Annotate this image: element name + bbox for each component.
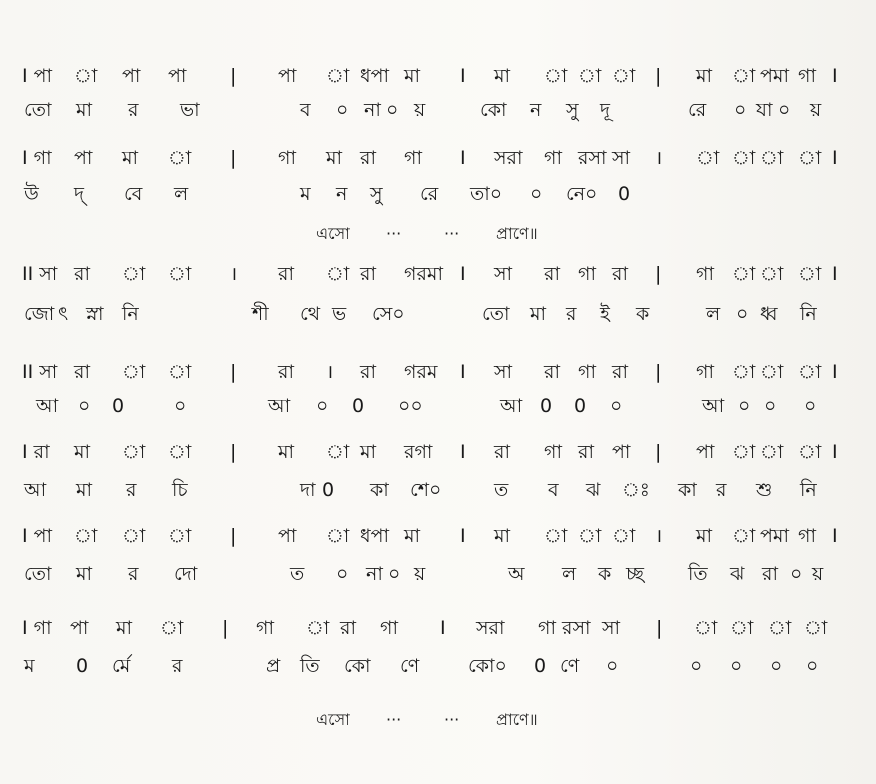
swara-note: া: [612, 525, 636, 547]
lyric-syllable: রা: [762, 563, 778, 585]
lyric-syllable: র্মে: [112, 655, 131, 677]
swara-note: া: [168, 147, 192, 169]
bar-line: |: [655, 361, 662, 383]
lyric-syllable: 0: [112, 395, 125, 417]
swara-note: I রা: [22, 441, 50, 463]
swara-note: া: [798, 361, 822, 383]
lyric-syllable: সু: [370, 183, 383, 205]
swara-note: গা: [696, 263, 714, 285]
lyric-syllable: মা: [530, 303, 547, 325]
swara-note: রা: [278, 361, 294, 383]
bar-line: I: [460, 147, 466, 169]
lyric-syllable: আ: [500, 395, 523, 417]
swara-note: পা: [168, 65, 187, 87]
lyric-syllable: ণে: [400, 655, 420, 677]
lyric-line: [0, 300, 876, 328]
lyric-syllable: ০: [734, 99, 747, 121]
lyric-syllable: ০: [736, 303, 749, 325]
swara-note: রা: [360, 361, 376, 383]
lyric-syllable: র: [128, 99, 139, 121]
lyric-syllable: তি: [688, 563, 708, 585]
lyric-syllable: কো০: [468, 655, 507, 677]
swara-note: মা: [696, 525, 713, 547]
swara-note: া: [696, 147, 720, 169]
swara-note: রা: [74, 263, 90, 285]
lyric-line: [0, 392, 876, 420]
refrain-start: এসো: [316, 224, 350, 243]
swara-note: মা: [116, 617, 133, 639]
lyric-syllable: ০: [730, 655, 743, 677]
bar-line: ।: [326, 361, 334, 383]
swara-note: া: [760, 361, 784, 383]
swara-note: রা: [494, 441, 510, 463]
bar-line: |: [655, 65, 662, 87]
swara-note: রা: [340, 617, 356, 639]
swara-note: রগা: [404, 441, 433, 463]
swara-note: া: [122, 525, 146, 547]
lyric-syllable: দূ: [600, 99, 610, 121]
swara-note: গা: [544, 147, 562, 169]
lyric-syllable: প্র: [266, 655, 281, 677]
swara-note: া: [122, 441, 146, 463]
lyric-syllable: আ: [24, 479, 47, 501]
refrain-dots2: ···: [444, 710, 460, 729]
lyric-line: [0, 560, 876, 588]
lyric-syllable: ক: [636, 303, 650, 325]
lyric-syllable: ম: [24, 655, 35, 677]
swara-note: মা: [404, 65, 421, 87]
swara-note: গা: [578, 361, 596, 383]
swara-note: I গা: [22, 147, 52, 169]
lyric-syllable: 0: [574, 395, 587, 417]
lyric-syllable: ন: [336, 183, 348, 205]
lyric-syllable: ০: [336, 99, 349, 121]
notation-line: [0, 260, 876, 288]
lyric-syllable: আ: [36, 395, 59, 417]
lyric-syllable: মা: [76, 99, 93, 121]
swara-note: গা: [278, 147, 296, 169]
swara-note: মা: [122, 147, 139, 169]
lyric-syllable: য়: [810, 99, 822, 121]
lyric-syllable: র: [126, 479, 137, 501]
bar-line: I: [460, 361, 466, 383]
lyric-syllable: ০: [738, 395, 751, 417]
swara-note: পা: [696, 441, 715, 463]
swara-note: মা: [360, 441, 377, 463]
bar-line: |: [222, 617, 229, 639]
lyric-syllable: তো: [482, 303, 510, 325]
bar-line: I: [832, 525, 838, 547]
lyric-syllable: ণে: [560, 655, 580, 677]
bar-line: ।: [655, 147, 663, 169]
swara-note: রা: [544, 263, 560, 285]
swara-note: া: [168, 525, 192, 547]
lyric-syllable: ঝ: [730, 563, 745, 585]
lyric-syllable: চ্ছ: [626, 563, 644, 585]
swara-note: পা: [70, 617, 89, 639]
lyric-syllable: ন: [530, 99, 542, 121]
lyric-syllable: ধ্ব: [760, 303, 778, 325]
swara-note: গা: [404, 147, 422, 169]
notation-line: [0, 438, 876, 466]
swara-note: মা: [326, 147, 343, 169]
lyric-syllable: ০: [764, 395, 777, 417]
lyric-syllable: নি: [122, 303, 139, 325]
lyric-syllable: ০: [530, 183, 543, 205]
swara-note: মা: [404, 525, 421, 547]
lyric-syllable: না: [366, 563, 383, 585]
swara-note: া: [168, 263, 192, 285]
bar-line: |: [655, 441, 662, 463]
lyric-syllable: স্না: [86, 303, 104, 325]
notation-line: [0, 144, 876, 172]
lyric-syllable: ০: [388, 563, 401, 585]
swara-note: পা: [278, 525, 297, 547]
lyric-syllable: ব: [300, 99, 311, 121]
lyric-syllable: ঃ: [622, 479, 650, 501]
swara-note: সা: [494, 263, 513, 285]
lyric-syllable: য়: [414, 563, 426, 585]
swara-note: সরা: [476, 617, 505, 639]
lyric-syllable: ল: [174, 183, 189, 205]
lyric-syllable: য়: [414, 99, 426, 121]
lyric-syllable: ই: [600, 303, 610, 325]
bar-line: ।: [655, 525, 663, 547]
lyric-syllable: য়: [812, 563, 824, 585]
lyric-syllable: শু: [756, 479, 773, 501]
lyric-syllable: র: [566, 303, 577, 325]
swara-note: া: [122, 361, 146, 383]
swara-note: মা: [494, 525, 511, 547]
swara-note: া: [798, 147, 822, 169]
lyric-syllable: ত: [290, 563, 305, 585]
lyric-syllable: ভ: [332, 303, 347, 325]
notation-line: [0, 522, 876, 550]
lyric-syllable: রে: [688, 99, 707, 121]
lyric-syllable: ০: [610, 395, 623, 417]
lyric-syllable: ০: [806, 655, 819, 677]
swara-note: গা: [798, 525, 816, 547]
swara-note: া: [732, 525, 756, 547]
lyric-syllable: তো: [24, 563, 52, 585]
swara-note: গা: [696, 361, 714, 383]
lyric-line: [0, 180, 876, 208]
lyric-syllable: তি: [300, 655, 320, 677]
bar-line: I: [440, 617, 446, 639]
swara-note: া: [732, 65, 756, 87]
lyric-syllable: দা: [300, 479, 316, 501]
lyric-line: [0, 652, 876, 680]
swara-note: া: [732, 361, 756, 383]
lyric-syllable: যা: [756, 99, 773, 121]
swara-note: া: [798, 263, 822, 285]
lyric-syllable: ব: [548, 479, 559, 501]
lyric-syllable: ঝ: [586, 479, 601, 501]
swara-note: া: [306, 617, 330, 639]
lyric-syllable: অ: [508, 563, 525, 585]
swara-note: রা: [612, 361, 628, 383]
bar-line: ।: [230, 263, 238, 285]
lyric-syllable: র: [716, 479, 727, 501]
lyric-syllable: 0: [618, 183, 631, 205]
lyric-syllable: ০: [690, 655, 703, 677]
swara-note: গা: [578, 263, 596, 285]
bar-line: I: [460, 525, 466, 547]
lyric-syllable: ০: [386, 99, 399, 121]
refrain-dots2: ···: [444, 224, 460, 243]
notation-line: [0, 358, 876, 386]
swara-note: া: [578, 525, 602, 547]
swara-note: া: [768, 617, 792, 639]
bar-line: |: [230, 441, 237, 463]
swara-note: া: [732, 147, 756, 169]
swara-note: ধপা: [360, 525, 390, 547]
swara-note: গা: [380, 617, 398, 639]
lyric-syllable: র: [128, 563, 139, 585]
bar-line: |: [230, 147, 237, 169]
swara-note: মা: [696, 65, 713, 87]
swara-note: I পা: [22, 65, 53, 87]
swara-note: া: [730, 617, 754, 639]
refrain-dots1: ···: [386, 224, 402, 243]
lyric-syllable: ভা: [180, 99, 200, 121]
swara-note: গা: [256, 617, 274, 639]
lyric-line: [0, 476, 876, 504]
lyric-syllable: তা০: [470, 183, 503, 205]
swara-note: া: [122, 263, 146, 285]
bar-line: I: [832, 147, 838, 169]
swara-note: পা: [278, 65, 297, 87]
refrain-start: এসো: [316, 710, 350, 729]
lyric-syllable: জো: [24, 303, 55, 325]
swara-note: গা: [538, 617, 556, 639]
swara-note: মা: [278, 441, 295, 463]
lyric-syllable: আ: [702, 395, 725, 417]
lyric-syllable: ০০: [398, 395, 423, 417]
lyric-syllable: কো: [480, 99, 507, 121]
lyric-syllable: ০: [606, 655, 619, 677]
swara-note: া: [694, 617, 718, 639]
lyric-syllable: রে: [420, 183, 439, 205]
lyric-syllable: থে: [300, 303, 321, 325]
lyric-syllable: 0: [352, 395, 365, 417]
swara-note: পমা: [760, 525, 789, 547]
swara-note: া: [798, 441, 822, 463]
swara-note: I গা: [22, 617, 52, 639]
bar-line: I: [832, 263, 838, 285]
lyric-syllable: মা: [76, 479, 93, 501]
bar-line: |: [230, 525, 237, 547]
swara-note: ধপা: [360, 65, 390, 87]
lyric-line: [0, 96, 876, 124]
lyric-syllable: ০: [804, 395, 817, 417]
swara-note: I পা: [22, 525, 53, 547]
swara-note: মা: [494, 65, 511, 87]
swara-note: া: [760, 441, 784, 463]
swara-note: া: [74, 65, 98, 87]
lyric-syllable: আ: [268, 395, 291, 417]
lyric-syllable: দো: [174, 563, 198, 585]
bar-line: I: [460, 441, 466, 463]
bar-line: |: [230, 361, 237, 383]
lyric-syllable: নে০: [566, 183, 598, 205]
lyric-syllable: দ্: [74, 183, 84, 205]
lyric-syllable: ল: [562, 563, 577, 585]
lyric-syllable: 0: [534, 655, 547, 677]
swara-note: গা: [544, 441, 562, 463]
lyric-syllable: সে০: [372, 303, 405, 325]
swara-note: রা: [612, 263, 628, 285]
swara-note: মা: [74, 441, 91, 463]
swara-note: সরা: [494, 147, 523, 169]
lyric-syllable: ০: [174, 395, 187, 417]
lyric-syllable: ০: [790, 563, 803, 585]
notation-line: [0, 614, 876, 642]
lyric-syllable: ০: [78, 395, 91, 417]
bar-line: I: [832, 361, 838, 383]
lyric-syllable: 0: [540, 395, 553, 417]
swara-note: গা: [798, 65, 816, 87]
lyric-syllable: কো: [344, 655, 371, 677]
swara-note: রা: [74, 361, 90, 383]
bar-line: I: [832, 65, 838, 87]
swara-note: া: [168, 441, 192, 463]
lyric-syllable: তো: [24, 99, 52, 121]
refrain-end: প্রাণে॥: [496, 710, 538, 729]
lyric-syllable: ০: [336, 563, 349, 585]
lyric-syllable: নি: [800, 479, 817, 501]
lyric-syllable: ০: [778, 99, 791, 121]
swara-note: া: [760, 263, 784, 285]
bar-line: |: [230, 65, 237, 87]
lyric-syllable: না: [364, 99, 381, 121]
swara-note: সা: [612, 147, 631, 169]
swara-note: পমা: [760, 65, 789, 87]
swara-note: া: [160, 617, 184, 639]
swara-note: গরম: [404, 361, 438, 383]
lyric-syllable: শে০: [410, 479, 442, 501]
swara-note: পা: [122, 65, 141, 87]
swara-note: গরমা: [404, 263, 443, 285]
lyric-syllable: ৎ: [58, 303, 69, 325]
lyric-syllable: ল: [706, 303, 721, 325]
swara-note: রা: [360, 263, 376, 285]
swara-note: া: [326, 263, 350, 285]
lyric-syllable: র: [172, 655, 183, 677]
swara-note: পা: [612, 441, 631, 463]
swara-note: রা: [578, 441, 594, 463]
swara-note: া: [544, 525, 568, 547]
notation-line: [0, 62, 876, 90]
swara-note: রসা: [562, 617, 591, 639]
lyric-syllable: 0: [322, 479, 335, 501]
lyric-syllable: কা: [370, 479, 389, 501]
bar-line: I: [460, 65, 466, 87]
swara-note: রা: [544, 361, 560, 383]
bar-line: I: [460, 263, 466, 285]
swara-note: া: [74, 525, 98, 547]
swara-note: II সা: [22, 263, 58, 285]
swara-note: রা: [360, 147, 376, 169]
lyric-syllable: ০: [316, 395, 329, 417]
swara-note: রা: [278, 263, 294, 285]
lyric-syllable: ০: [770, 655, 783, 677]
swara-note: পা: [74, 147, 93, 169]
lyric-syllable: চি: [172, 479, 188, 501]
lyric-syllable: শী: [252, 303, 269, 325]
swara-note: া: [732, 263, 756, 285]
refrain-dots1: ···: [386, 710, 402, 729]
swara-note: া: [326, 525, 350, 547]
lyric-syllable: ক: [598, 563, 612, 585]
bar-line: |: [655, 263, 662, 285]
bar-line: I: [832, 441, 838, 463]
swara-note: II সা: [22, 361, 58, 383]
swara-note: া: [168, 361, 192, 383]
lyric-syllable: বে: [124, 183, 143, 205]
swara-note: া: [804, 617, 828, 639]
swara-note: া: [612, 65, 636, 87]
refrain-end: প্রাণে॥: [496, 224, 538, 243]
bar-line: |: [656, 617, 663, 639]
swara-note: া: [578, 65, 602, 87]
swara-note: া: [326, 441, 350, 463]
lyric-syllable: সু: [566, 99, 579, 121]
lyric-syllable: নি: [800, 303, 817, 325]
lyric-syllable: 0: [76, 655, 89, 677]
lyric-syllable: কা: [678, 479, 697, 501]
swara-note: সা: [602, 617, 621, 639]
lyric-syllable: উ: [24, 183, 39, 205]
swara-note: রসা: [578, 147, 607, 169]
swara-note: া: [544, 65, 568, 87]
swara-note: া: [326, 65, 350, 87]
swara-note: সা: [494, 361, 513, 383]
swara-note: া: [732, 441, 756, 463]
lyric-syllable: মা: [76, 563, 93, 585]
swara-note: া: [760, 147, 784, 169]
lyric-syllable: ম: [300, 183, 311, 205]
lyric-syllable: ত: [494, 479, 509, 501]
